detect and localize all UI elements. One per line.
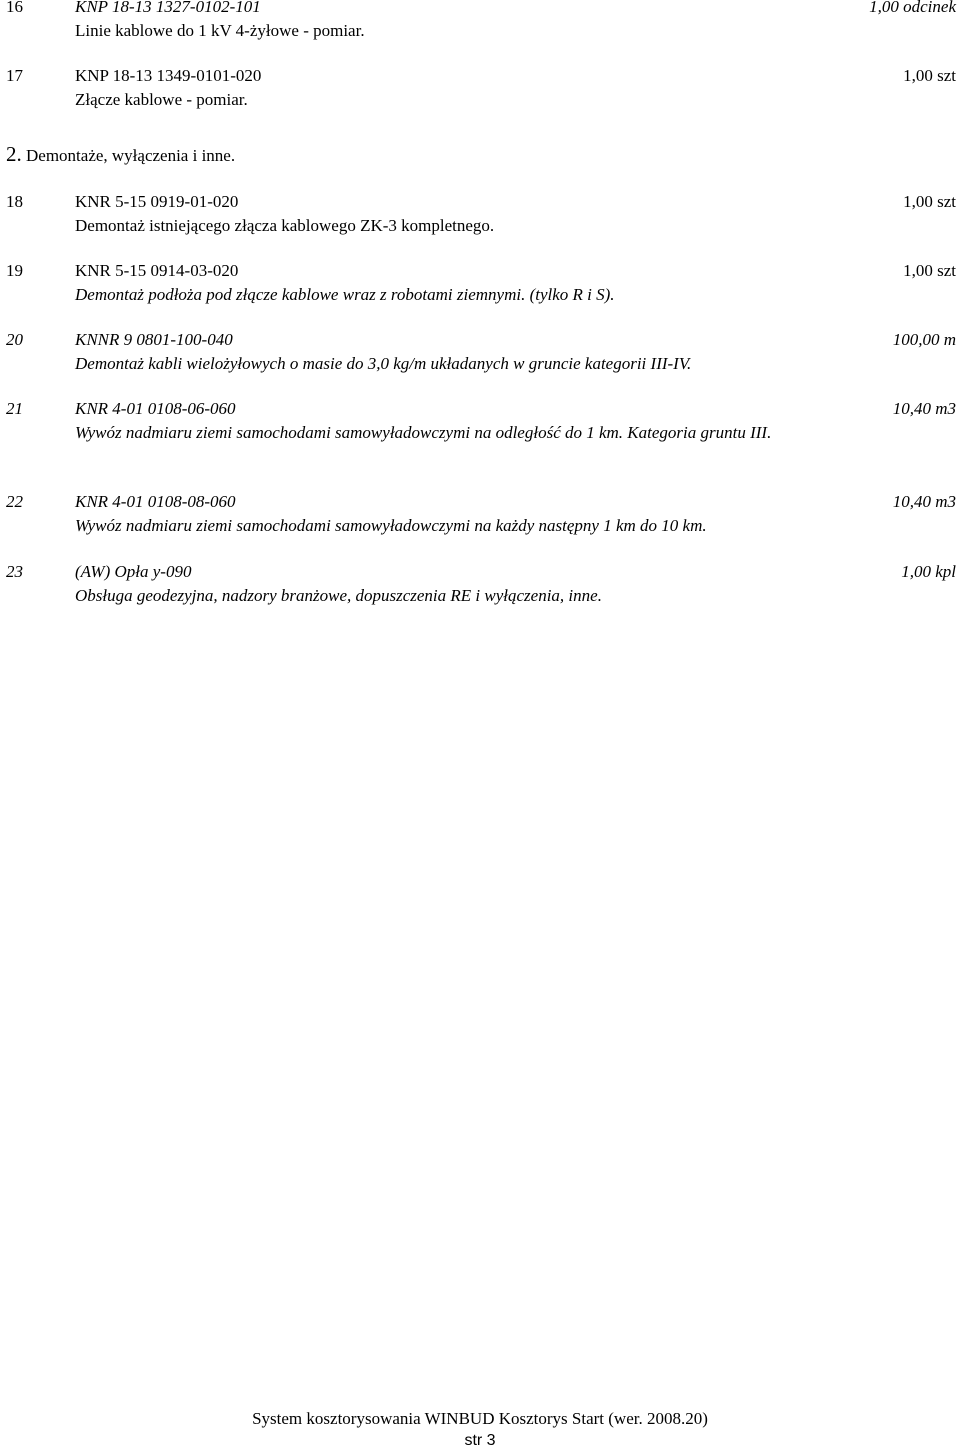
item-number: 20 xyxy=(6,330,23,349)
item-code: KNP 18-13 1349-0101-020 xyxy=(75,66,262,85)
item-number: 23 xyxy=(6,562,23,581)
cost-item-19 xyxy=(6,259,956,307)
item-quantity: 100,00 m xyxy=(892,330,956,349)
item-code: KNR 4-01 0108-08-060 xyxy=(75,492,236,511)
item-description: Wywóz nadmiaru ziemi samochodami samowyładowczymi na każdy następny 1 km do 10 km. xyxy=(75,516,707,535)
section-number: 2. xyxy=(6,142,22,166)
item-number: 17 xyxy=(6,66,23,85)
item-number: 19 xyxy=(6,261,23,280)
cost-item-16 xyxy=(6,0,956,43)
item-number: 16 xyxy=(6,0,23,16)
footer-system-name: System kosztorysowania WINBUD Kosztorys Start (wer. 2008.20) xyxy=(252,1409,708,1428)
cost-item-22 xyxy=(6,490,956,538)
item-quantity: 10,40 m3 xyxy=(892,492,956,511)
item-description: Złącze kablowe - pomiar. xyxy=(75,90,248,109)
cost-item-20 xyxy=(6,328,956,376)
item-description: Demontaż istniejącego złącza kablowego ZK-3 kompletnego. xyxy=(75,216,495,235)
cost-item-18 xyxy=(6,190,956,238)
item-code: KNR 4-01 0108-06-060 xyxy=(75,399,236,418)
item-quantity: 1,00 kpl xyxy=(901,562,956,581)
item-description: Obsługa geodezyjna, nadzory branżowe, dopuszczenia RE i wyłączenia, inne. xyxy=(75,586,602,605)
cost-item-17 xyxy=(6,64,956,112)
item-number: 18 xyxy=(6,192,23,211)
item-number: 21 xyxy=(6,399,23,418)
item-code: (AW) Opła y-090 xyxy=(75,562,192,581)
item-quantity: 1,00 szt xyxy=(903,192,956,211)
item-description: Wywóz nadmiaru ziemi samochodami samowyładowczymi na odległość do 1 km. Kategoria gruntu III. xyxy=(75,423,772,442)
item-quantity: 1,00 szt xyxy=(903,66,956,85)
footer-page-number: str 3 xyxy=(464,1432,496,1449)
item-description: Demontaż kabli wielożyłowych o masie do 3,0 kg/m układanych w gruncie kategorii III-IV. xyxy=(75,354,692,373)
section-title: Demontaże, wyłączenia i inne. xyxy=(26,146,236,165)
section-heading xyxy=(6,142,235,168)
item-code: KNR 5-15 0919-01-020 xyxy=(75,192,239,211)
item-quantity: 1,00 szt xyxy=(903,261,956,280)
page-footer xyxy=(0,1408,960,1452)
item-code: KNP 18-13 1327-0102-101 xyxy=(75,0,261,16)
item-code: KNNR 9 0801-100-040 xyxy=(75,330,233,349)
item-quantity: 1,00 odcinek xyxy=(869,0,956,16)
item-code: KNR 5-15 0914-03-020 xyxy=(75,261,239,280)
cost-item-21 xyxy=(6,397,956,445)
item-quantity: 10,40 m3 xyxy=(892,399,956,418)
item-description: Demontaż podłoża pod złącze kablowe wraz z robotami ziemnymi. (tylko R i S). xyxy=(75,285,615,304)
item-number: 22 xyxy=(6,492,23,511)
item-description: Linie kablowe do 1 kV 4-żyłowe - pomiar. xyxy=(75,21,365,40)
cost-item-23 xyxy=(6,560,956,608)
